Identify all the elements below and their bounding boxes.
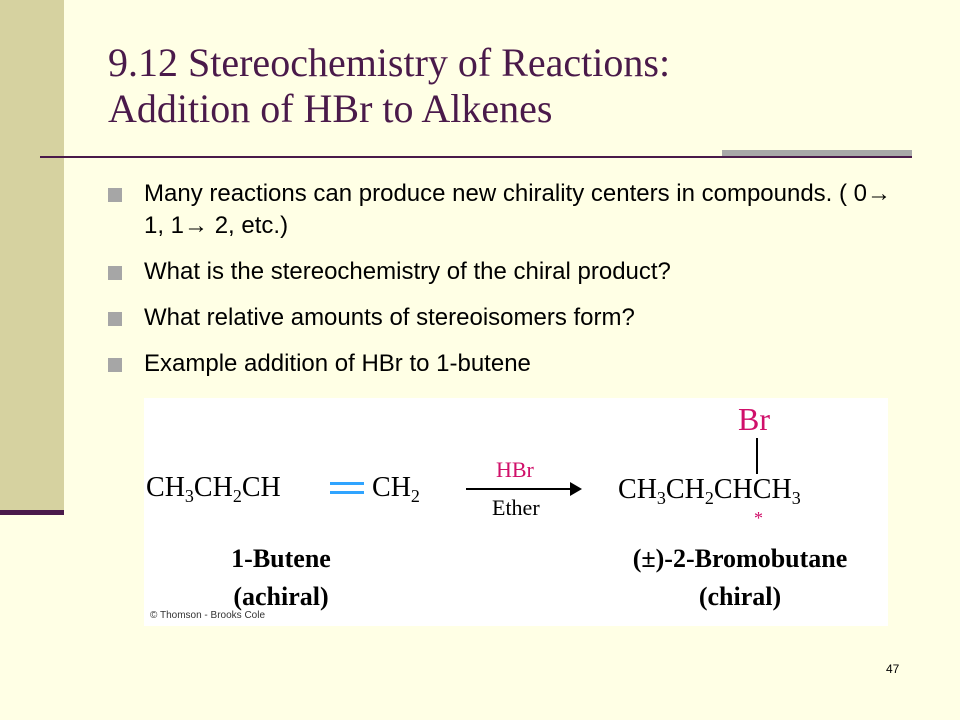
- double-bond: [330, 482, 364, 494]
- square-bullet-icon: [108, 358, 122, 372]
- reaction-arrow: [466, 488, 574, 490]
- reactant-note: (achiral): [233, 582, 329, 611]
- bullet-text: What relative amounts of stereoisomers form?: [144, 304, 635, 331]
- image-credit: © Thomson - Brooks Cole: [150, 610, 266, 621]
- bullet-text: Many reactions can produce new chirality centers in compounds. ( 0→ 1, 1→ 2, etc.): [144, 180, 892, 239]
- bullet-list: [108, 178, 898, 394]
- arrow-head-icon: [570, 482, 582, 496]
- bullet-item: [108, 348, 898, 380]
- title-divider-accent: [722, 150, 912, 156]
- sidebar-decoration: [0, 0, 64, 512]
- square-bullet-icon: [108, 266, 122, 280]
- title-divider: [40, 156, 912, 158]
- bullet-text: What is the stereochemistry of the chiral product?: [144, 258, 671, 285]
- reagent-label: HBr: [496, 457, 534, 482]
- reactant-left-formula: $CH_3CH_2CH$: [146, 472, 281, 506]
- solvent-label: Ether: [492, 495, 540, 520]
- product-formula: $CH_3CH_2CHCH_3$: [618, 474, 801, 508]
- page-number: 47: [886, 662, 900, 676]
- slide-title-line-1: 9.12 Stereochemistry of Reactions:: [108, 40, 671, 85]
- reaction-figure: [144, 398, 888, 626]
- square-bullet-icon: [108, 312, 122, 326]
- reactant-right-formula: $CH_2$: [372, 472, 420, 506]
- bullet-text: Example addition of HBr to 1-butene: [144, 350, 531, 377]
- slide-title-line-2: Addition of HBr to Alkenes: [108, 86, 553, 131]
- bullet-item: [108, 178, 898, 242]
- bullet-item: [108, 302, 898, 334]
- slide-title: [108, 40, 908, 132]
- square-bullet-icon: [108, 188, 122, 202]
- sidebar-accent-line: [0, 510, 64, 515]
- product-note: (chiral): [698, 582, 782, 611]
- chirality-marker: *: [754, 508, 763, 528]
- product-name: (±)-2-Bromobutane: [632, 544, 848, 573]
- bullet-item: [108, 256, 898, 288]
- bromine-substituent: Br: [738, 401, 770, 437]
- reactant-name: 1-Butene: [231, 544, 331, 573]
- single-bond: [756, 438, 758, 474]
